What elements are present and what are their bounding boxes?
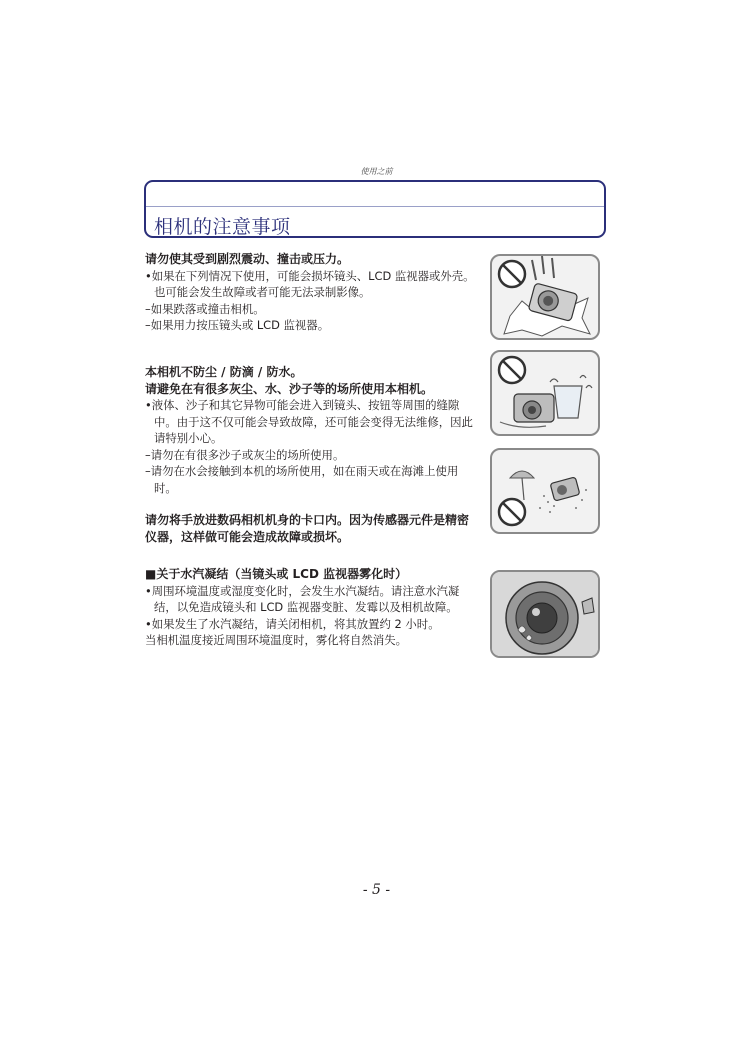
illustration-beach	[490, 448, 600, 534]
title-box	[144, 180, 606, 238]
section-mount	[145, 512, 480, 545]
illustration-condensation	[490, 570, 600, 658]
section-condensation	[145, 566, 480, 649]
bullet-item: •如果在下列情况下使用，可能会损坏镜头、LCD 监视器或外壳。	[145, 268, 475, 283]
page-title: 相机的注意事项	[154, 216, 291, 238]
section-heading: 请勿使其受到剧烈震动、撞击或压力。	[145, 252, 350, 266]
prohibition-icon	[499, 261, 525, 287]
bullet-item: •周围环境温度或湿度变化时，会发生水汽凝结。请注意水汽凝结，以免造成镜头和 LCD 监视器变脏、发霉以及相机故障。	[145, 583, 460, 614]
title-divider	[146, 206, 604, 207]
illustration-drop	[490, 254, 600, 340]
running-head: 使用之前	[360, 167, 393, 176]
section-shock	[145, 251, 480, 334]
section-heading: ■关于水汽凝结（当镜头或 LCD 监视器雾化时）	[145, 567, 408, 581]
bullet-item: •如果发生了水汽凝结，请关闭相机，将其放置约 2 小时。	[145, 616, 440, 631]
illustration-water	[490, 350, 600, 436]
section-heading: 本相机不防尘 / 防滴 / 防水。	[145, 365, 303, 379]
section-heading: 请避免在有很多灰尘、水、沙子等的场所使用本相机。	[145, 381, 434, 396]
prohibition-icon	[499, 499, 525, 525]
section-heading: 请勿将手放进数码相机机身的卡口内。因为传感器元件是精密仪器，这样做可能会造成故障或损坏。	[145, 513, 470, 544]
prohibition-icon	[499, 357, 525, 383]
dash-item: –如果用力按压镜头或 LCD 监视器。	[145, 318, 330, 332]
section-dust-water	[145, 364, 480, 496]
bullet-item: •液体、沙子和其它异物可能会进入到镜头、按钮等周围的缝隙中。由于这不仅可能会导致故障，还可能会变得无法维修，因此请特别小心。	[145, 398, 473, 445]
continuation-text: 当相机温度接近周围环境温度时，雾化将自然消失。	[145, 633, 407, 647]
page-number: - 5 -	[362, 882, 391, 898]
continuation-text: 也可能会发生故障或者可能无法录制影像。	[154, 285, 371, 299]
dash-item: –如果跌落或撞击相机。	[145, 301, 265, 316]
dash-item: –请勿在水会接触到本机的场所使用，如在雨天或在海滩上使用时。	[145, 464, 459, 495]
dash-item: –请勿在有很多沙子或灰尘的场所使用。	[145, 447, 345, 462]
